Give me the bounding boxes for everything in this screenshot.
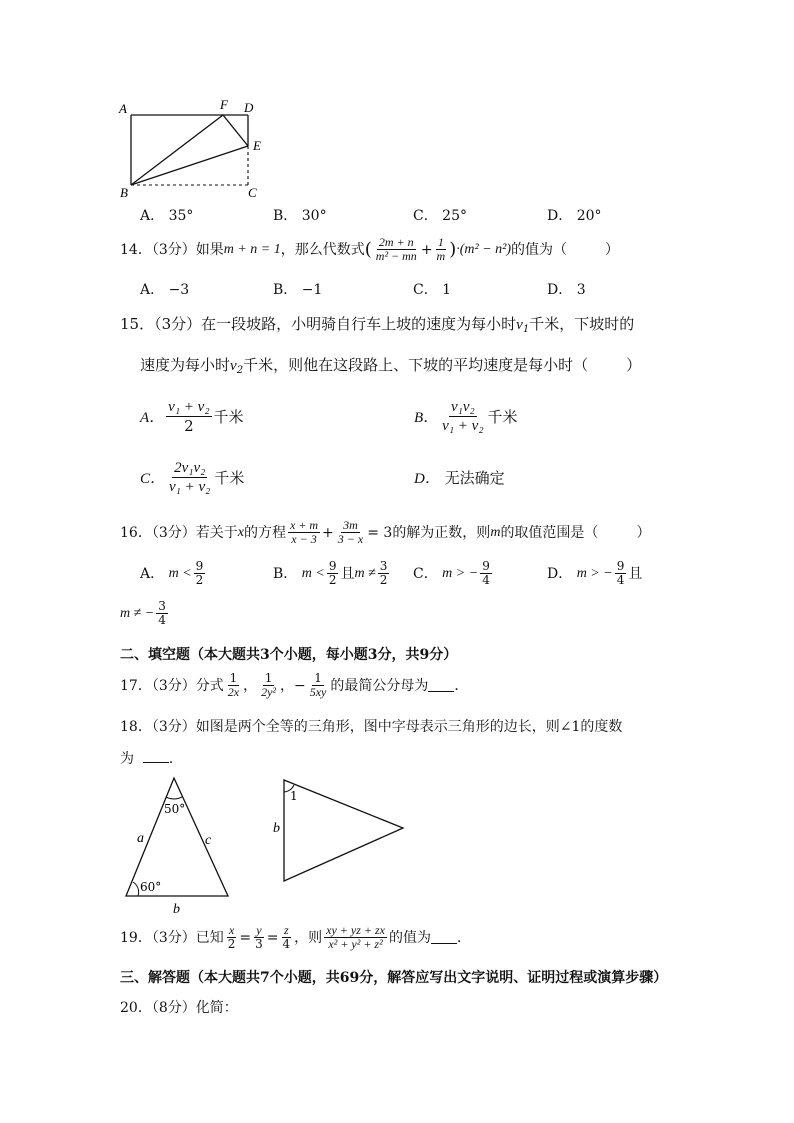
fraction: $\frac{3}{4}$ — [158, 599, 166, 627]
option-text: 35° — [168, 208, 194, 224]
option-text: 无法确定 — [444, 469, 505, 487]
q13-figure — [112, 96, 272, 201]
fraction: $\frac{3m}{3 - x}$ — [337, 518, 364, 546]
q16-stem — [120, 519, 650, 546]
q16-option-c[interactable] — [413, 560, 494, 587]
q14-option-d[interactable] — [547, 280, 586, 300]
label-F: F — [220, 97, 228, 112]
unit: 千米 — [213, 408, 244, 426]
q17-stem — [120, 672, 468, 699]
fraction: $\frac{z}{4}$ — [282, 923, 291, 951]
q15-option-d[interactable] — [414, 467, 505, 488]
option-letter: B． — [273, 565, 298, 582]
fraction: $\frac{1}{5xy}$ — [309, 671, 327, 699]
text: 15．（3分）在一段坡路，小明骑自行车上坡的速度为每小时 — [120, 315, 517, 333]
text: 的解为正数，则 — [392, 524, 491, 541]
text: ． — [168, 751, 183, 767]
q14-stem: 14．（3分） 如果 m + n = 1 ，那么代数式 ( $\frac{2m + n}{\text{m² − mn}}$ + $\frac{1}{m}$ ) ·(m² − n²) 的值为（ ） — [120, 235, 620, 263]
option-letter: D． — [547, 565, 573, 582]
line-FE — [223, 115, 248, 146]
q18-line1: 18．（3分）如图是两个全等的三角形，图中字母表示三角形的边长，则∠1的度数 — [120, 719, 623, 735]
option-text: 3 — [576, 282, 586, 298]
fraction: $\frac{1}{\text{2y²}}$ — [261, 671, 276, 699]
label-B: B — [120, 185, 128, 200]
option-letter: D． — [547, 208, 573, 224]
text: 为 — [120, 751, 134, 767]
fraction: $\frac{\text{2v₁v₂}}{\text{v₁ + v₂}}$ — [169, 460, 211, 495]
text: ． — [454, 677, 469, 694]
unit: 千米 — [487, 408, 518, 426]
q14-option-a[interactable] — [140, 280, 189, 300]
math: m < — [301, 565, 325, 581]
text: ，那么代数式 — [280, 241, 365, 258]
fraction: $\frac{1}{m}$ — [436, 235, 446, 263]
unit: 千米 — [214, 469, 245, 487]
fraction: $\frac{xy + yz + zx}{\text{x² + y² + z²}}$ — [326, 923, 385, 951]
label-b: b — [173, 902, 180, 917]
text: ，− — [280, 677, 306, 694]
label-50: 50° — [164, 802, 186, 816]
option-letter: A． — [140, 565, 165, 582]
fraction: $\frac{2m + n}{\text{m² − mn}}$ — [375, 235, 417, 263]
q15-option-c[interactable] — [140, 459, 244, 496]
math: m > − — [576, 565, 613, 581]
text: 千米，下坡时的 — [529, 315, 635, 333]
option-letter: C． — [413, 208, 438, 224]
fraction: $\frac{9}{2}$ — [195, 559, 204, 587]
q20-stem: 20．（8分）化简： — [120, 1000, 238, 1016]
option-text: 20° — [576, 208, 602, 224]
q16-option-d[interactable] — [547, 560, 642, 587]
option-letter: D． — [414, 471, 440, 487]
var-v2: v — [230, 358, 237, 374]
option-text: −3 — [168, 282, 190, 298]
fraction: $\frac{x + m}{x - 3}$ — [289, 518, 319, 546]
q18-line2 — [120, 749, 183, 769]
q15-option-b[interactable] — [414, 398, 518, 435]
option-letter: C． — [140, 471, 166, 487]
label-c: c — [205, 833, 212, 848]
text: 如果 — [195, 241, 224, 258]
text: ） — [605, 241, 620, 258]
text: ， — [243, 677, 258, 694]
label-b-right: b — [273, 821, 280, 836]
fraction: $\frac{9}{4}$ — [482, 559, 490, 587]
text: 的值为（ — [511, 241, 568, 258]
math: m ≠ — [354, 565, 376, 581]
math-tail: ·(m² − n²) — [456, 241, 512, 257]
math: m > − — [442, 565, 479, 581]
text: 且 — [628, 565, 643, 582]
q13-option-b[interactable] — [273, 206, 327, 226]
answer-blank[interactable] — [143, 750, 169, 763]
fraction: $\frac{x}{2}$ — [227, 923, 236, 951]
text: 19．（3分）已知 — [120, 929, 224, 946]
plus-sign: + — [420, 241, 433, 258]
question-number: 14．（3分） — [120, 241, 196, 258]
subscript: 1 — [522, 324, 530, 335]
angle-50-arc — [166, 797, 182, 799]
q13-option-d[interactable] — [547, 206, 602, 226]
option-letter: C． — [413, 282, 438, 298]
option-letter: A． — [140, 282, 165, 298]
equals: = — [239, 929, 252, 946]
text: ） — [626, 356, 642, 374]
answer-blank[interactable] — [431, 931, 457, 944]
label-D: D — [244, 100, 254, 115]
fraction: $\frac{3}{2}$ — [379, 559, 388, 587]
option-letter: A． — [140, 410, 165, 426]
answer-blank[interactable] — [428, 679, 454, 692]
text: 16．（3分）若关于 — [120, 524, 238, 541]
text: 的最简公分母为 — [330, 677, 429, 694]
label-60: 60° — [140, 880, 162, 894]
q19-stem — [120, 924, 471, 951]
option-text: 1 — [442, 282, 452, 298]
text: 千米，则他在这段路上、下坡的平均速度是每小时（ — [243, 356, 589, 374]
text: 17．（3分）分式 — [120, 677, 224, 694]
q14-option-b[interactable] — [273, 280, 322, 300]
text: 速度为每小时 — [140, 356, 231, 374]
fraction: $\frac{9}{4}$ — [616, 559, 625, 587]
plus-sign: + — [322, 524, 334, 541]
label-a: a — [137, 831, 144, 846]
text: 且 — [340, 565, 355, 582]
fraction: $\frac{\text{v₁ + v₂}}{2}$ — [168, 399, 210, 435]
option-letter: B． — [414, 410, 439, 426]
section-2-heading: 二、填空题（本大题共3个小题，每小题3分，共9分） — [120, 647, 458, 663]
q18-figure — [110, 770, 420, 920]
option-letter: C． — [413, 565, 438, 582]
text: 的取值范围是（ — [500, 524, 599, 541]
text: ） — [636, 524, 651, 541]
subscript: 2 — [236, 365, 244, 376]
option-letter: B． — [273, 208, 298, 224]
q15-line2 — [140, 354, 641, 382]
text: 的方程 — [243, 524, 286, 541]
q16-option-b[interactable] — [273, 560, 391, 587]
label-1: 1 — [290, 789, 298, 803]
math-condition: m + n = 1 — [223, 241, 281, 257]
option-letter: D． — [547, 282, 573, 298]
text: 的值为 — [388, 929, 431, 946]
equals: = 3 — [367, 524, 393, 541]
line-BE — [131, 146, 248, 185]
option-text: 25° — [442, 208, 467, 224]
fraction: $\frac{y}{3}$ — [255, 923, 263, 951]
q15-option-a[interactable] — [140, 398, 244, 435]
option-letter: A． — [140, 208, 165, 224]
option-text: −1 — [301, 282, 323, 298]
option-text: 30° — [301, 208, 327, 224]
q16-option-d-cont — [120, 600, 170, 627]
text: ． — [456, 929, 471, 946]
var-v1: v — [516, 317, 523, 333]
fraction: $\frac{9}{2}$ — [328, 559, 337, 587]
q15-line1 — [120, 313, 634, 341]
math: m ≠ − — [120, 605, 155, 621]
q13-option-c[interactable] — [413, 206, 467, 226]
fraction: $\frac{1}{2x}$ — [227, 671, 240, 699]
fraction: $\frac{\text{v₁v₂}}{\text{v₁ + v₂}}$ — [442, 399, 484, 434]
label-C: C — [248, 185, 257, 200]
equals: = — [266, 929, 279, 946]
text: ，则 — [294, 929, 323, 946]
angle-60-arc — [133, 882, 139, 896]
section-3-heading: 三、解答题（本大题共7个小题，共69分，解答应写出文字说明、证明过程或演算步骤） — [120, 970, 668, 986]
label-E: E — [253, 138, 261, 153]
q13-option-a[interactable] — [140, 206, 193, 226]
q16-option-a[interactable] — [140, 560, 207, 587]
line-BF — [131, 115, 223, 185]
var-x: x — [237, 524, 244, 540]
triangle-right — [284, 780, 403, 881]
option-letter: B． — [273, 282, 298, 298]
var-m: m — [490, 524, 501, 540]
q14-option-c[interactable] — [413, 280, 451, 300]
math: m < — [168, 565, 192, 581]
label-A: A — [119, 101, 127, 116]
